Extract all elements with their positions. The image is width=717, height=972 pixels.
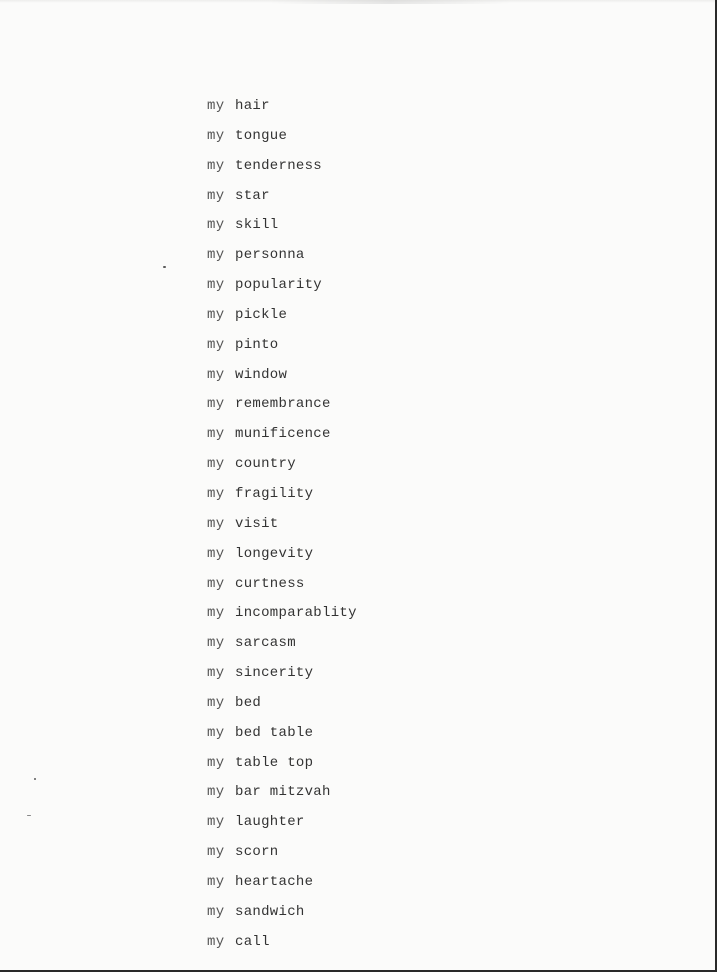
line-word: scorn [235,844,279,861]
line-word: remembrance [235,396,331,413]
list-item [207,663,357,693]
line-prefix: my [207,426,225,443]
line-prefix: my [207,336,225,353]
line-word: popularity [235,277,323,294]
list-item [207,872,357,902]
line-word: fragility [235,485,314,502]
list-item [207,156,357,186]
line-word: hair [235,98,270,114]
line-prefix: my [207,575,225,592]
line-prefix: my [207,545,225,562]
line-word: pickle [235,306,288,323]
line-word: sincerity [235,665,314,682]
line-prefix: my [207,217,225,234]
list-item [207,693,357,723]
line-prefix: my [207,277,225,294]
list-item [207,902,357,932]
line-word: bar mitzvah [235,784,331,801]
line-word: call [235,933,270,950]
list-item [207,932,357,962]
line-prefix: my [207,665,225,682]
list-item [207,812,357,842]
list-item [207,215,357,245]
line-word: tenderness [235,157,323,174]
ink-speck [34,778,36,780]
line-word: bed [235,694,262,711]
line-word: window [235,366,288,383]
line-prefix: my [207,98,225,114]
list-item [207,394,357,424]
list-item [207,335,357,365]
line-word: table top [235,754,314,771]
line-word: heartache [235,873,314,890]
line-word: sandwich [235,903,305,920]
list-item [207,126,357,156]
poem-lines [207,96,357,961]
top-edge-smudge [270,0,510,4]
line-word: personna [235,247,305,264]
line-prefix: my [207,485,225,502]
list-item [207,365,357,395]
line-prefix: my [207,396,225,413]
list-item [207,424,357,454]
line-word: curtness [235,575,305,592]
list-item [207,96,357,126]
line-word: longevity [235,545,314,562]
line-prefix: my [207,694,225,711]
line-prefix: my [207,814,225,831]
line-prefix: my [207,127,225,144]
line-word: sarcasm [235,635,296,652]
list-item [207,544,357,574]
ink-speck [163,266,166,268]
line-prefix: my [207,157,225,174]
line-prefix: my [207,844,225,861]
line-word: munificence [235,426,331,443]
list-item [207,454,357,484]
line-word: pinto [235,336,279,353]
line-prefix: my [207,187,225,204]
list-item [207,723,357,753]
line-prefix: my [207,784,225,801]
line-word: laughter [235,814,305,831]
list-item [207,305,357,335]
ink-speck [27,815,31,816]
line-word: bed table [235,724,314,741]
line-word: visit [235,515,279,532]
list-item [207,782,357,812]
list-item [207,186,357,216]
line-prefix: my [207,456,225,473]
list-item [207,603,357,633]
list-item [207,842,357,872]
list-item [207,633,357,663]
line-prefix: my [207,635,225,652]
line-prefix: my [207,247,225,264]
line-word: skill [235,217,279,234]
line-prefix: my [207,754,225,771]
line-word: star [235,187,270,204]
line-word: tongue [235,127,288,144]
line-word: country [235,456,296,473]
line-prefix: my [207,873,225,890]
line-prefix: my [207,605,225,622]
line-word: incomparablity [235,605,357,622]
line-prefix: my [207,515,225,532]
list-item [207,514,357,544]
list-item [207,484,357,514]
line-prefix: my [207,366,225,383]
list-item [207,245,357,275]
list-item [207,753,357,783]
list-item [207,574,357,604]
line-prefix: my [207,724,225,741]
line-prefix: my [207,933,225,950]
line-prefix: my [207,306,225,323]
line-prefix: my [207,903,225,920]
list-item [207,275,357,305]
